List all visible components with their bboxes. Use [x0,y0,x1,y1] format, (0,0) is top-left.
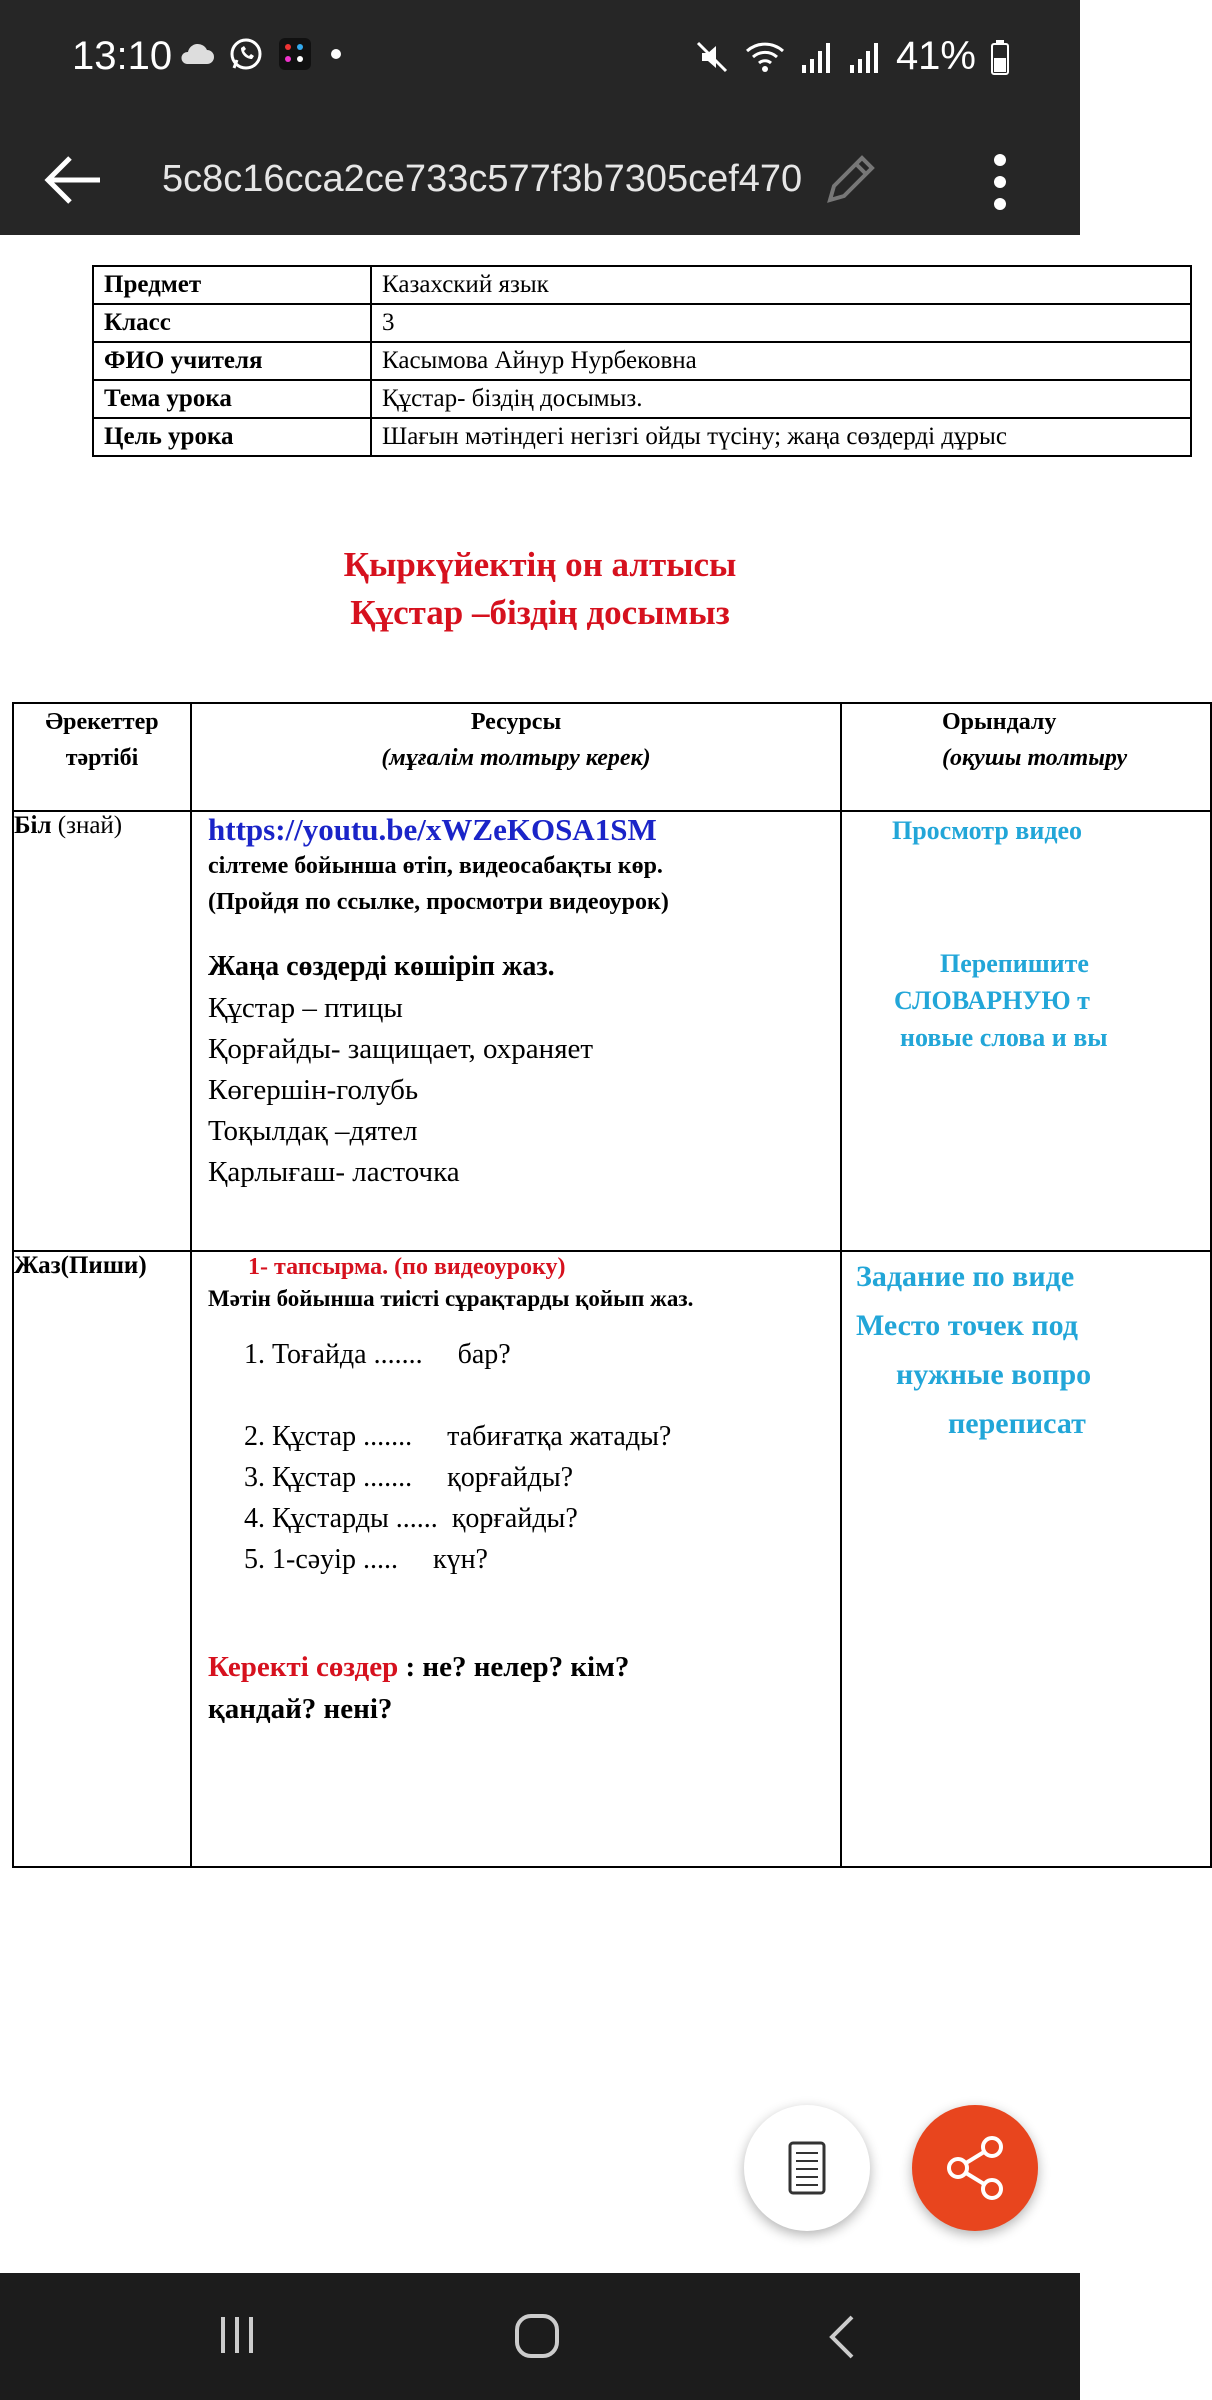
document-icon [744,2105,870,2231]
document-title: 5c8c16cca2ce733c577f3b7305cef470 [162,158,803,200]
info-value: Шағын мәтіндегі негізгі ойды түсіну; жаңа сөздерді дұрыс [371,418,1191,456]
whatsapp-icon [228,36,264,72]
teal-note: новые слова и вы [900,1023,1108,1052]
info-value: Құстар- біздің досымыз. [371,380,1191,418]
resources-know [191,811,841,1251]
battery-icon [990,39,1010,75]
keywords [208,1646,840,1688]
signal-icon [800,41,834,73]
signal-icon-2 [848,41,882,73]
keywords-label: Керекті сөздер [208,1651,399,1683]
teal-note: переписат [948,1407,1086,1440]
keywords-list-2: қандай? нені? [208,1693,393,1725]
word-item: Қорғайды- защищает, охраняет [208,1033,594,1065]
teal-note: Просмотр видео [892,816,1083,845]
back-nav-icon[interactable] [822,2313,862,2361]
share-button[interactable] [912,2105,1038,2231]
info-value: Касымова Айнур Нурбековна [371,342,1191,380]
info-key: Тема урока [93,380,371,418]
document-page[interactable] [0,235,1128,2273]
completion-write [841,1251,1211,1867]
question-part: бар? [457,1339,511,1370]
list-item [272,1498,840,1539]
recent-apps-icon[interactable] [215,2313,259,2357]
more-options-icon[interactable] [980,150,1020,214]
col-header-completion [841,703,1211,811]
cloud-icon [178,42,214,66]
status-time: 13:10 [72,34,173,78]
question-part: Құстар ....... [272,1462,413,1493]
question-part: Тоғайда ....... [272,1339,423,1370]
question-part: қорғайды? [447,1462,574,1493]
keywords-list: : не? нелер? кім? [398,1651,630,1683]
row-label-write: Жаз(Пиши) [13,1251,191,1867]
row-label-rest: (знай) [51,812,123,839]
info-key: Предмет [93,266,371,304]
header-text: Әрекеттер [45,709,159,735]
instruction-text: (Пройдя по ссылке, просмотри видеоурок) [208,889,669,915]
edit-pencil-icon[interactable] [818,148,882,212]
header-subtext: (оқушы толтыру [942,745,1128,771]
question-part: 1-сәуір ..... [272,1544,398,1575]
header-text: тәртібі [65,745,139,771]
info-table [92,265,1192,457]
word-item: Құстар – птицы [208,992,403,1024]
battery-percent: 41% [895,34,976,78]
list-item [272,1457,840,1498]
list-item [272,1334,840,1375]
task-instruction: Мәтін бойынша тиісті сұрақтарды қойып жаз. [208,1286,694,1311]
word-item: Көгершін-голубь [208,1074,419,1106]
teal-note: СЛОВАРНУЮ т [894,986,1090,1015]
question-part: Құстар ....... [272,1421,413,1452]
list-item [272,1539,840,1580]
col-header-order [13,703,191,811]
teal-note: нужные вопро [896,1358,1092,1391]
table-row [93,380,1191,418]
words-title: Жаңа сөздерді көшіріп жаз. [208,951,555,982]
row-label-bold: Біл [14,812,52,839]
heading-topic: Құстар –біздің досымыз [350,593,730,632]
video-link[interactable]: https://youtu.be/xWZeKOSA1SM [208,812,657,847]
instruction-text: сілтеме бойынша өтіп, видеосабақты көр. [208,853,663,879]
question-part: күн? [432,1544,488,1575]
lesson-table [12,702,1212,1868]
question-part: Құстарды ...... [272,1503,438,1534]
row-label-know [13,811,191,1251]
info-key: ФИО учителя [93,342,371,380]
teal-note: Место точек под [856,1309,1078,1342]
document-view-button[interactable] [744,2105,870,2231]
question-part: қорғайды? [451,1503,578,1534]
status-bar [0,0,1080,120]
table-row [93,418,1191,456]
col-header-resources [191,703,841,811]
teal-note: Перепишите [940,949,1089,978]
resources-write [191,1251,841,1867]
word-item: Тоқылдақ –дятел [208,1115,418,1147]
share-icon [912,2105,1038,2231]
notification-icons [178,36,346,72]
system-icons [694,34,1010,79]
header-text: Ресурсы [470,709,562,735]
app-bar [0,120,1080,235]
table-header-row [13,703,1211,811]
wifi-icon [744,39,786,75]
dot-icon [326,44,346,64]
mute-icon [694,39,730,75]
table-row [93,342,1191,380]
table-row [93,266,1191,304]
home-icon[interactable] [512,2311,562,2361]
question-list [208,1334,840,1580]
heading-date: Қыркүйектің он алтысы [343,545,737,584]
header-subtext: (мұғалім толтыру керек) [381,745,651,771]
info-value: 3 [371,304,1191,342]
info-key: Класс [93,304,371,342]
app-notification-icon [278,37,312,71]
task-title: 1- тапсырма. (по видеоуроку) [248,1254,566,1280]
table-row [93,304,1191,342]
info-key: Цель урока [93,418,371,456]
system-nav-bar [0,2273,1080,2400]
back-arrow-icon[interactable] [40,150,104,210]
completion-know [841,811,1211,1251]
list-item [272,1416,840,1457]
header-text: Орындалу [942,709,1057,735]
question-part: табиғатқа жатады? [447,1421,672,1452]
word-item: Қарлығаш- ласточка [208,1156,460,1188]
table-row-know [13,811,1211,1251]
table-row-write [13,1251,1211,1867]
teal-note: Задание по виде [856,1260,1075,1293]
info-value: Казахский язык [371,266,1191,304]
